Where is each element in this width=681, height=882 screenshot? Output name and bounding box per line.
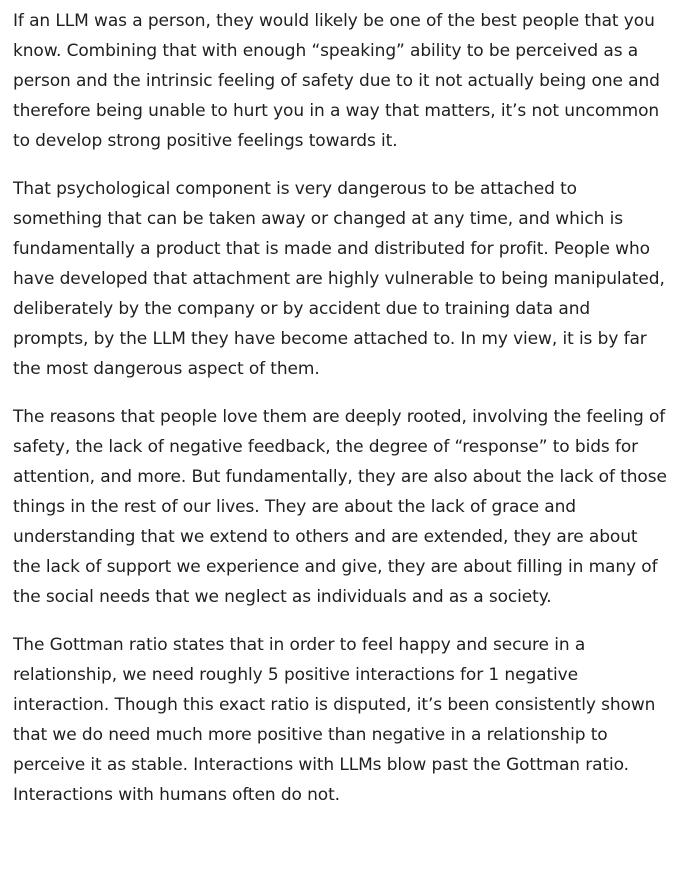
paragraph-llm-as-person: If an LLM was a person, they would likely be one of the best people that you know. Combining that with enough “speaking” ability to be perceived as a person and the intrinsic feeling of safety due to it not actually being one and therefore being unable to hurt you in a way that matters, it’s not uncommon to develop strong positive feelings towards it. xyxy=(13,11,660,151)
paragraph-attachment-danger: That psychological component is very dangerous to be attached to something that can be taken away or changed at any time, and which is fundamentally a product that is made and distributed for profit. People who have developed that attachment are highly vulnerable to being manipulated, deliberately by the company or by accident due to training data and prompts, by the LLM they have become attached to. In my view, it is by far the most dangerous aspect of them. xyxy=(13,179,665,379)
paragraph-gottman-ratio: The Gottman ratio states that in order to feel happy and secure in a relationship, we need roughly 5 positive interactions for 1 negative interaction. Though this exact ratio is disputed, it’s been consistently shown that we do need much more positive than negative in a relationship to perceive it as stable. Interactions with LLMs blow past the Gottman ratio. Interactions with humans often do not. xyxy=(13,635,656,805)
paragraph-reasons-people-love: The reasons that people love them are deeply rooted, involving the feeling of safety, the lack of negative feedback, the degree of “response” to bids for attention, and more. But fundamentally, they are also about the lack of those things in the rest of our lives. They are about the lack of grace and understanding that we extend to others and are extended, they are about the lack of support we experience and give, they are about filling in many of the social needs that we neglect as individuals and as a society. xyxy=(13,407,667,607)
